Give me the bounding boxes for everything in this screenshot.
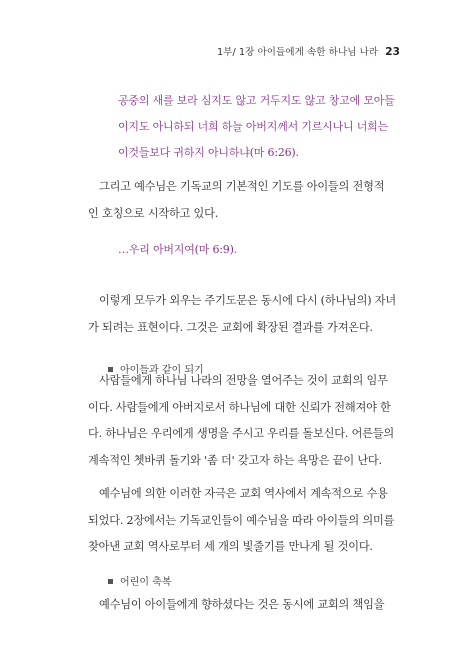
paragraph-line: 예수님에 의한 이러한 자극은 교회 역사에서 계속적으로 수용	[99, 487, 388, 500]
quote-line: …우리 아버지여(마 6:9).	[118, 243, 237, 256]
square-bullet-icon	[108, 579, 113, 584]
subheading-text: 어린이 축복	[120, 577, 172, 588]
running-title: 1부/ 1장 아이들에게 속한 하나님 나라	[217, 47, 379, 58]
quote-line: 이것들보다 귀하지 아니하냐(마 6:26).	[118, 146, 299, 159]
paragraph-line: 예수님이 아이들에게 향하셨다는 것은 동시에 교회의 책임을	[99, 598, 385, 611]
paragraph-line: 다. 하나님은 우리에게 생명을 주시고 우리를 돌보신다. 어른들의	[88, 427, 394, 440]
paragraph	[88, 368, 394, 474]
paragraph-line: 인 호칭으로 시작하고 있다.	[88, 206, 219, 220]
paragraph	[88, 481, 395, 561]
paragraph-line: 사람들에게 하나님 나라의 전망을 열어주는 것이 교회의 임무	[99, 374, 388, 387]
paragraph-line: 가 되려는 표현이다. 그것은 교회에 확장된 결과를 가져온다.	[88, 320, 373, 334]
quote-line: 공중의 새를 보라 심지도 않고 거두지도 않고 창고에 모아들	[118, 94, 395, 107]
scripture-quote-matthew-6-9	[118, 237, 237, 263]
paragraph	[88, 174, 385, 227]
paragraph-line: 그리고 예수님은 기독교의 기본적인 기도를 아이들의 전형적	[99, 180, 385, 193]
paragraph-line: 이다. 사람들에게 아버지로서 하나님에 대한 신뢰가 전해져야 한	[88, 400, 391, 414]
section-subheading	[108, 573, 171, 588]
paragraph-line: 계속적인 쳇바퀴 돌기와 '좀 더' 갖고자 하는 욕망은 끝이 난다.	[88, 453, 382, 467]
paragraph-line: 찾아낸 교회 역사로부터 세 개의 빛줄기를 만나게 될 것이다.	[88, 540, 373, 553]
paragraph	[88, 288, 397, 341]
quote-line: 이지도 아니하되 너희 하늘 아버지께서 기르시나니 너희는	[118, 120, 389, 133]
scripture-quote-matthew-6-26	[118, 88, 395, 166]
paragraph	[88, 592, 385, 619]
running-header	[217, 44, 400, 58]
paragraph-line: 이렇게 모두가 외우는 주기도문은 동시에 다시 (하나님의) 자녀	[99, 294, 397, 307]
subheading-text: 아이들과 같이 되기	[120, 365, 204, 376]
page-number: 23	[385, 46, 400, 58]
paragraph-line: 되었다. 2장에서는 기독교인들이 예수님을 따라 아이들의 의미를	[88, 513, 395, 527]
